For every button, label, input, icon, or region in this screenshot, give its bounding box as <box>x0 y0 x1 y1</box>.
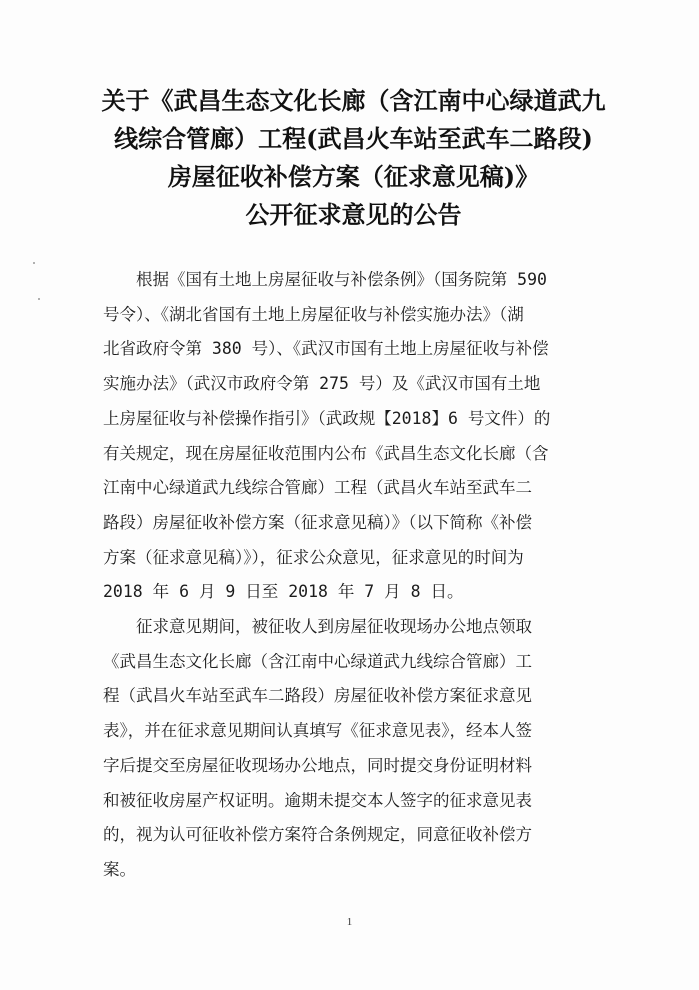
title-line: 关于《武昌生态文化长廊（含江南中心绿道武九 <box>101 86 606 115</box>
text-line: 程（武昌火车站至武车二路段）房屋征收补偿方案征求意见 <box>103 686 532 706</box>
text-line: 有关规定，现在房屋征收范围内公布《武昌生态文化长廊（含 <box>103 443 549 463</box>
text-line: 《武昌生态文化长廊（含江南中心绿道武九线综合管廊）工 <box>103 651 532 671</box>
text-line: 字后提交至房屋征收现场办公地点，同时提交身份证明材料 <box>103 755 532 775</box>
text-line: 2018 年 6 月 9 日至 2018 年 7 月 8 日。 <box>103 582 464 602</box>
scan-speck <box>33 262 35 264</box>
text-line: 根据《国有土地上房屋征收与补偿条例》（国务院第 590 <box>103 270 547 289</box>
text-line: 的，视为认可征收补偿方案符合条例规定，同意征收补偿方 <box>103 825 532 845</box>
page-number: 1 <box>346 916 353 928</box>
title-line: 线综合管廊）工程(武昌火车站至武车二路段) <box>114 124 593 153</box>
text-line: 表》，并在征求意见期间认真填写《征求意见表》，经本人签 <box>103 721 532 741</box>
text-line: 上房屋征收与补偿操作指引》（武政规【2018】6 号文件）的 <box>103 408 551 428</box>
body-paragraph-2 <box>103 610 598 888</box>
scan-speck <box>38 298 40 300</box>
text-line: 案。 <box>103 859 136 879</box>
text-line: 北省政府令第 380 号）、《武汉市国有土地上房屋征收与补偿 <box>103 339 549 359</box>
text-line: 征求意见期间，被征收人到房屋征收现场办公地点领取 <box>103 617 532 637</box>
text-line: 路段）房屋征收补偿方案（征求意见稿）》（以下简称《补偿 <box>103 512 532 532</box>
text-line: 方案（征求意见稿）》），征求公众意见，征求意见的时间为 <box>103 547 524 567</box>
text-line: 实施办法》（武汉市政府令第 275 号）及《武汉市国有土地 <box>103 374 541 394</box>
announcement-body <box>103 263 598 888</box>
title-line: 房屋征收补偿方案（征求意见稿)》 <box>167 162 540 191</box>
body-paragraph-1 <box>103 263 598 610</box>
announcement-title <box>96 82 611 234</box>
text-line: 和被征收房屋产权证明。逾期未提交本人签字的征求意见表 <box>103 790 532 810</box>
text-line: 号令）、《湖北省国有土地上房屋征收与补偿实施办法》（湖 <box>103 304 524 324</box>
text-line: 江南中心绿道武九线综合管廊）工程（武昌火车站至武车二 <box>103 478 532 498</box>
title-line: 公开征求意见的公告 <box>245 200 462 229</box>
